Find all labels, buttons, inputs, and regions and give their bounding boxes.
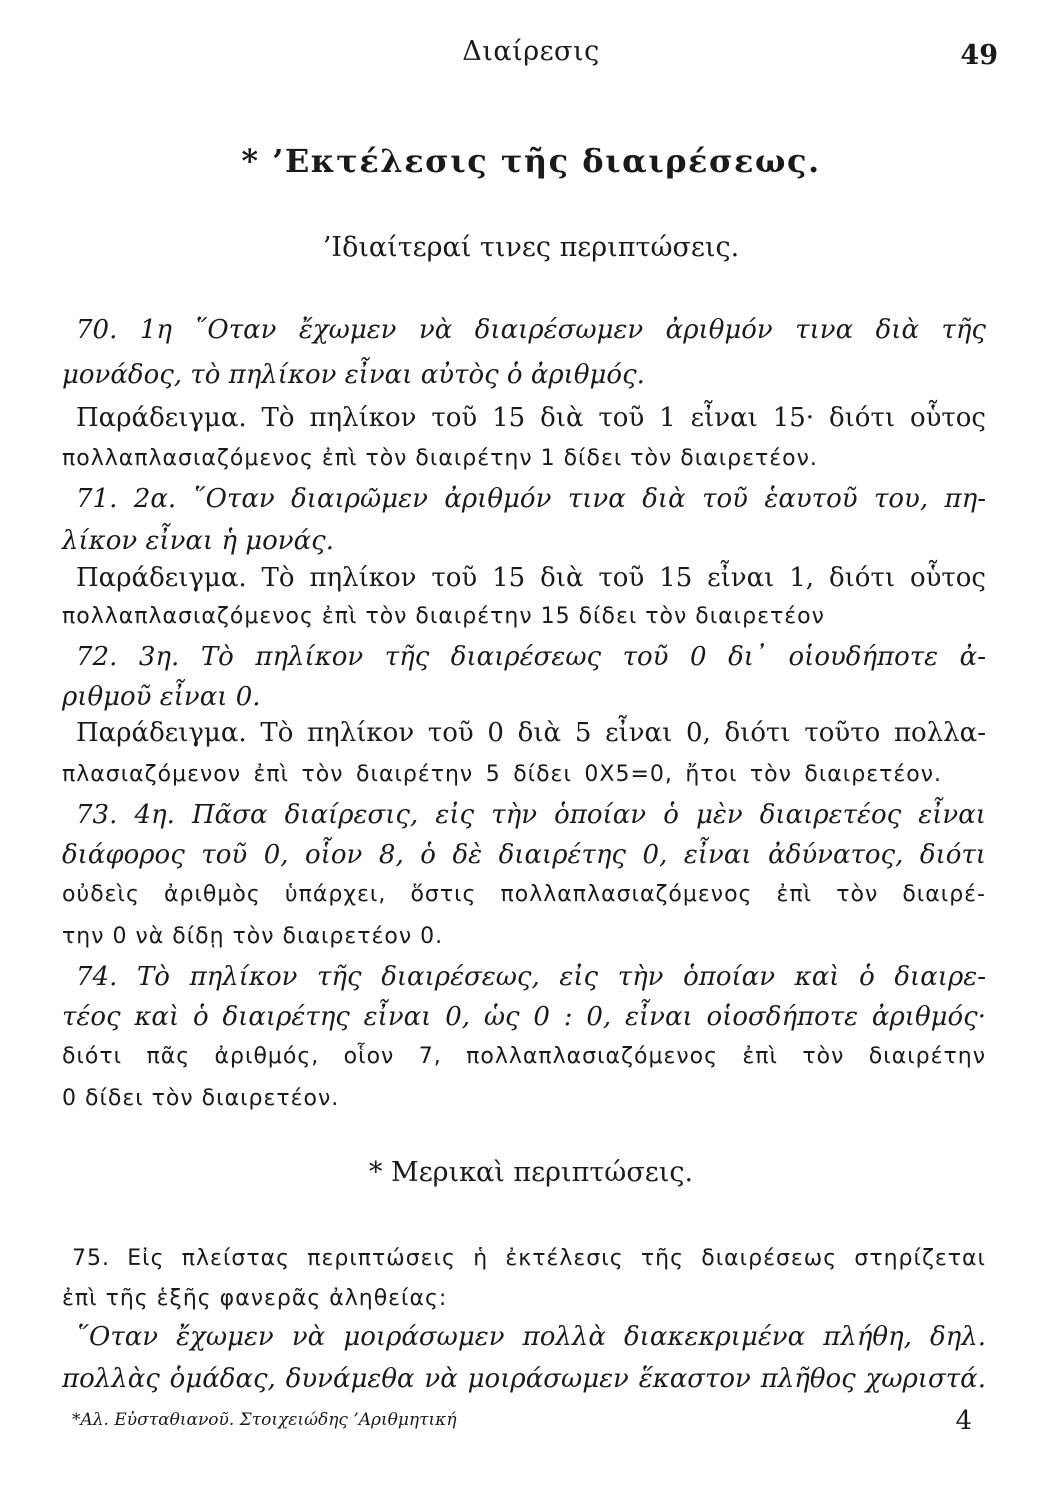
text-line: την 0 νὰ δίδῃ τὸν διαιρετέον 0. bbox=[62, 924, 444, 949]
section-subheading: ’Ιδιαίτεραί τινες περιπτώσεις. bbox=[322, 232, 740, 263]
text-line: οὐδεὶς ἀριθμὸς ὑπάρχει, ὅστις πολλαπλασιαζόμενος ἐπὶ τὸν διαιρέ- bbox=[62, 882, 986, 907]
text-line: 75. Εἰς πλείστας περιπτώσεις ἡ ἐκτέλεσις τῆς διαιρέσεως στηρίζεται bbox=[72, 1246, 986, 1271]
text-line: διάφορος τοῦ 0, οἷον 8, ὁ δὲ διαιρέτης 0, εἶναι ἀδύνατος, διότι bbox=[62, 840, 986, 870]
text-line: 74. Τὸ πηλίκον τῆς διαιρέσεως, εἰς τὴν ὁποίαν καὶ ὁ διαιρε- bbox=[76, 962, 986, 992]
text-line: πολλὰς ὁμάδας, δυνάμεθα νὰ μοιράσωμεν ἕκαστον πλῆθος χωριστά. bbox=[62, 1364, 986, 1394]
section-heading: * ’Εκτέλεσις τῆς διαιρέσεως. bbox=[241, 142, 821, 180]
text-line: Παράδειγμα. Τὸ πηλίκον τοῦ 15 διὰ τοῦ 1 εἶναι 15· διότι οὗτος bbox=[76, 403, 986, 433]
text-line: 73. 4η. Πᾶσα διαίρεσις, εἰς τὴν ὁποίαν ὁ μὲν διαιρετέος εἶναι bbox=[76, 800, 986, 830]
text-line: 72. 3η. Τὸ πηλίκον τῆς διαιρέσεως τοῦ 0 δι᾽ οἱουδήποτε ἀ- bbox=[76, 642, 986, 672]
text-line: 71. 2α. ῞Οταν διαιρῶμεν ἀριθμόν τινα διὰ τοῦ ἑαυτοῦ του, πη- bbox=[76, 484, 986, 514]
footer-book-credit: *Αλ. Εὐσταθιανοῦ. Στοιχειώδης ’Αριθμητική bbox=[72, 1410, 457, 1430]
text-line: Παράδειγμα. Τὸ πηλίκον τοῦ 0 διὰ 5 εἶναι 0, διότι τοῦτο πολλα- bbox=[76, 718, 986, 748]
running-header-title: Διαίρεσις bbox=[462, 36, 600, 67]
page-number: 49 bbox=[960, 40, 998, 71]
text-line: πολλαπλασιαζόμενος ἐπὶ τὸν διαιρέτην 15 δίδει τὸν διαιρετέον bbox=[62, 604, 825, 629]
text-line: μονάδος, τὸ πηλίκον εἶναι αὐτὸς ὁ ἀριθμός. bbox=[62, 360, 645, 390]
section-subheading-2: * Μερικαὶ περιπτώσεις. bbox=[368, 1157, 694, 1188]
text-line: τέος καὶ ὁ διαιρέτης εἶναι 0, ὡς 0 : 0, εἶναι οἱοσδήποτε ἀριθμός· bbox=[62, 1002, 986, 1032]
text-line: πλασιαζόμενον ἐπὶ τὸν διαιρέτην 5 δίδει 0Χ5=0, ἤτοι τὸν διαιρετέον. bbox=[62, 762, 942, 787]
text-line: 0 δίδει τὸν διαιρετέον. bbox=[62, 1086, 340, 1111]
text-line: Παράδειγμα. Τὸ πηλίκον τοῦ 15 διὰ τοῦ 15 εἶναι 1, διότι οὗτος bbox=[76, 563, 986, 593]
text-line: διότι πᾶς ἀριθμός, οἷον 7, πολλαπλασιαζόμενος ἐπὶ τὸν διαιρέτην bbox=[62, 1044, 986, 1069]
text-line: πολλαπλασιαζόμενος ἐπὶ τὸν διαιρέτην 1 δίδει τὸν διαιρετέον. bbox=[62, 446, 818, 471]
text-line: λίκον εἶναι ἡ μονάς. bbox=[62, 526, 334, 556]
footer-signature-number: 4 bbox=[955, 1406, 972, 1436]
text-line: ἐπὶ τῆς ἑξῆς φανερᾶς ἀληθείας: bbox=[62, 1286, 448, 1311]
text-line: ῞Οταν ἔχωμεν νὰ μοιράσωμεν πολλὰ διακεκριμένα πλήθη, δηλ. bbox=[76, 1322, 986, 1352]
text-line: 70. 1η ῞Οταν ἔχωμεν νὰ διαιρέσωμεν ἀριθμόν τινα διὰ τῆς bbox=[76, 315, 986, 345]
text-line: ριθμοῦ εἶναι 0. bbox=[62, 682, 261, 712]
